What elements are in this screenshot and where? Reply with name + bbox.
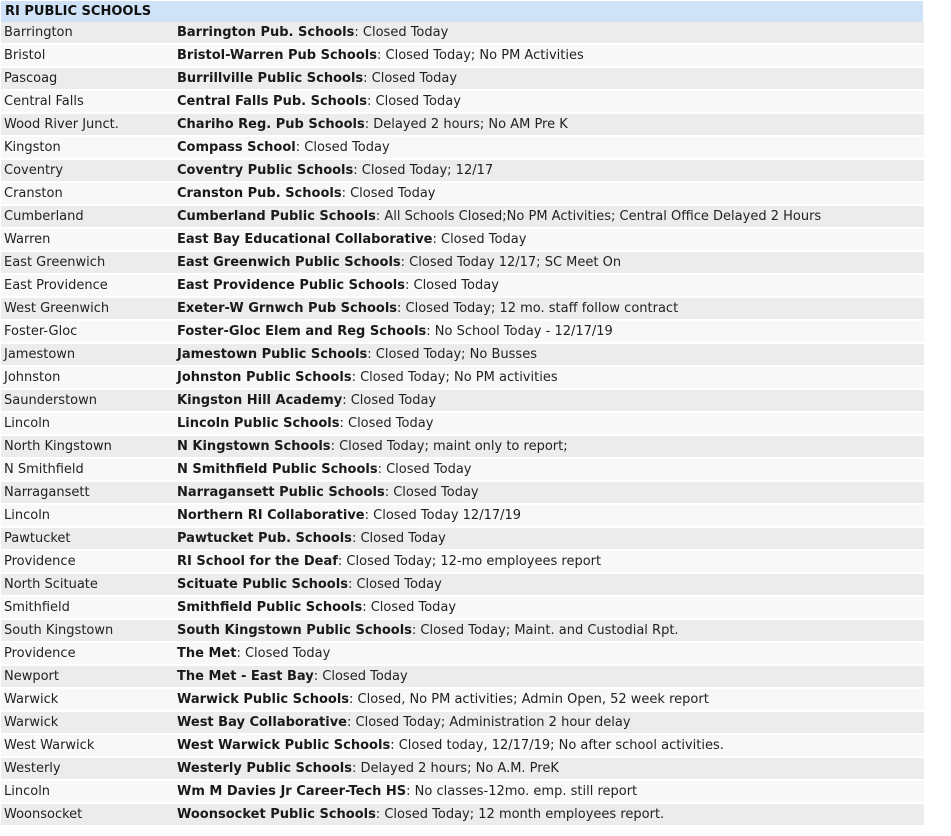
table-row xyxy=(1,275,924,296)
closing-status: : Closed Today; No PM activities xyxy=(351,370,558,385)
school-status-cell xyxy=(174,505,924,526)
city-cell: Narragansett xyxy=(4,485,90,500)
city-cell: Providence xyxy=(4,646,76,661)
closing-status: : Closed Today xyxy=(384,485,479,500)
school-name: Lincoln Public Schools xyxy=(177,416,340,431)
school-status-cell xyxy=(174,160,924,181)
city-cell: Pascoag xyxy=(4,71,58,86)
school-name: Barrington Pub. Schools xyxy=(177,25,355,40)
closing-status: : Closed Today xyxy=(347,577,442,592)
school-name: Jamestown Public Schools xyxy=(177,347,368,362)
closing-status: : All Schools Closed;No PM Activities; Central Office Delayed 2 Hours xyxy=(375,209,822,224)
school-status-cell xyxy=(174,781,924,802)
table-row xyxy=(1,114,924,135)
city-cell: North Scituate xyxy=(4,577,98,592)
closing-status: : Closed Today xyxy=(351,531,446,546)
school-name: Kingston Hill Academy xyxy=(177,393,343,408)
school-status-cell xyxy=(174,206,924,227)
closing-status: : Closed Today xyxy=(404,278,499,293)
school-name: Compass School xyxy=(177,140,296,155)
school-status-cell xyxy=(174,620,924,641)
school-status-cell xyxy=(174,91,924,112)
city-cell: Lincoln xyxy=(4,416,51,431)
table-row xyxy=(1,804,924,825)
closing-status: : Closed Today xyxy=(295,140,390,155)
city-cell: Warwick xyxy=(4,715,59,730)
table-row xyxy=(1,505,924,526)
school-status-cell xyxy=(174,666,924,687)
closing-status: : Closed Today xyxy=(236,646,331,661)
school-name: Smithfield Public Schools xyxy=(177,600,363,615)
city-cell: Westerly xyxy=(4,761,61,776)
city-cell: North Kingstown xyxy=(4,439,112,454)
school-name: Woonsocket Public Schools xyxy=(177,807,376,822)
city-cell: Central Falls xyxy=(4,94,84,109)
school-status-cell xyxy=(174,344,924,365)
closing-status: : Closed Today 12/17/19 xyxy=(364,508,522,523)
school-status-cell xyxy=(174,689,924,710)
school-status-cell xyxy=(174,643,924,664)
closing-status: : Closed Today xyxy=(367,94,461,109)
table-row xyxy=(1,137,924,158)
school-name: N Kingstown Schools xyxy=(177,439,331,454)
table-row xyxy=(1,666,924,687)
closing-status: : Closed Today; No PM Activities xyxy=(377,48,584,63)
school-status-cell xyxy=(174,528,924,549)
school-status-cell xyxy=(174,137,924,158)
school-status-cell xyxy=(174,275,924,296)
city-cell: Woonsocket xyxy=(4,807,83,822)
city-cell: Providence xyxy=(4,554,76,569)
table-row xyxy=(1,597,924,618)
table-row xyxy=(1,781,924,802)
school-name: South Kingstown Public Schools xyxy=(177,623,412,638)
table-row xyxy=(1,620,924,641)
city-cell: Warren xyxy=(4,232,51,247)
city-cell: Lincoln xyxy=(4,508,51,523)
table-row xyxy=(1,390,924,411)
school-name: East Providence Public Schools xyxy=(177,278,405,293)
city-cell: Jamestown xyxy=(4,347,76,362)
school-name: East Greenwich Public Schools xyxy=(177,255,401,270)
table-row xyxy=(1,735,924,756)
table-row xyxy=(1,436,924,457)
school-status-cell xyxy=(174,183,924,204)
city-cell: Foster-Gloc xyxy=(4,324,78,339)
city-cell: East Providence xyxy=(4,278,108,293)
school-name: Johnston Public Schools xyxy=(177,370,352,385)
city-cell: Saunderstown xyxy=(4,393,97,408)
school-status-cell xyxy=(174,114,924,135)
school-name: Chariho Reg. Pub Schools xyxy=(177,117,365,132)
school-status-cell xyxy=(174,413,924,434)
table-row xyxy=(1,689,924,710)
closing-status: : Closed Today; 12 month employees report. xyxy=(375,807,665,822)
table-row xyxy=(1,22,924,43)
school-name: Wm M Davies Jr Career-Tech HS xyxy=(177,784,407,799)
city-cell: N Smithfield xyxy=(4,462,84,477)
school-status-cell xyxy=(174,22,924,43)
table-row xyxy=(1,574,924,595)
closing-status: : Closed Today xyxy=(432,232,527,247)
school-name: Coventry Public Schools xyxy=(177,163,354,178)
table-row xyxy=(1,528,924,549)
city-cell: East Greenwich xyxy=(4,255,106,270)
school-status-cell xyxy=(174,482,924,503)
school-status-cell xyxy=(174,597,924,618)
closing-status: : Closed Today; Administration 2 hour delay xyxy=(347,715,631,730)
table-row xyxy=(1,459,924,480)
table-row xyxy=(1,413,924,434)
school-name: Bristol-Warren Pub Schools xyxy=(177,48,377,63)
city-cell: Newport xyxy=(4,669,60,684)
school-name: Pawtucket Pub. Schools xyxy=(177,531,352,546)
school-name: Warwick Public Schools xyxy=(177,692,350,707)
table-row xyxy=(1,91,924,112)
closing-status: : Closed Today xyxy=(339,416,434,431)
table-row xyxy=(1,482,924,503)
table-row xyxy=(1,183,924,204)
closing-status: : Closed Today xyxy=(363,71,458,86)
table-row xyxy=(1,160,924,181)
closing-status: : Closed Today 12/17; SC Meet On xyxy=(400,255,622,270)
school-name: Foster-Gloc Elem and Reg Schools xyxy=(177,324,427,339)
closing-status: : Delayed 2 hours; No A.M. PreK xyxy=(351,761,559,776)
city-cell: Kingston xyxy=(4,140,61,155)
closing-status: : Closed, No PM activities; Admin Open, 52 week report xyxy=(349,692,709,707)
closing-status: : Closed Today xyxy=(341,186,436,201)
closing-status: : Closed Today; No Busses xyxy=(367,347,537,362)
school-status-cell xyxy=(174,735,924,756)
school-name: West Bay Collaborative xyxy=(177,715,347,730)
school-name: RI School for the Deaf xyxy=(177,554,338,569)
closing-status: : Closed today, 12/17/19; No after school activities. xyxy=(390,738,724,753)
school-status-cell xyxy=(174,712,924,733)
city-cell: West Greenwich xyxy=(4,301,110,316)
table-row xyxy=(1,367,924,388)
table-header: RI PUBLIC SCHOOLS xyxy=(1,1,923,22)
city-cell: South Kingstown xyxy=(4,623,114,638)
school-status-cell xyxy=(174,804,924,825)
closing-status: : Closed Today xyxy=(377,462,472,477)
school-status-cell xyxy=(174,229,924,250)
table-row xyxy=(1,758,924,779)
school-status-cell xyxy=(174,68,924,89)
city-cell: Lincoln xyxy=(4,784,51,799)
school-status-cell xyxy=(174,758,924,779)
closing-status: : Closed Today; 12 mo. staff follow contract xyxy=(397,301,679,316)
table-row xyxy=(1,344,924,365)
school-status-cell xyxy=(174,459,924,480)
school-name: The Met - East Bay xyxy=(177,669,314,684)
school-status-cell xyxy=(174,367,924,388)
city-cell: Pawtucket xyxy=(4,531,71,546)
school-name: Burrillville Public Schools xyxy=(177,71,364,86)
closing-status: : Closed Today xyxy=(313,669,408,684)
school-name: The Met xyxy=(177,646,237,661)
city-cell: Cumberland xyxy=(4,209,84,224)
school-status-cell xyxy=(174,551,924,572)
school-name: Cranston Pub. Schools xyxy=(177,186,342,201)
city-cell: Smithfield xyxy=(4,600,70,615)
city-cell: Bristol xyxy=(4,48,46,63)
school-name: East Bay Educational Collaborative xyxy=(177,232,433,247)
table-row xyxy=(1,551,924,572)
table-body xyxy=(1,22,924,827)
table-row xyxy=(1,252,924,273)
school-status-cell xyxy=(174,574,924,595)
closing-status: : Closed Today xyxy=(362,600,457,615)
school-name: N Smithfield Public Schools xyxy=(177,462,378,477)
table-row xyxy=(1,68,924,89)
closing-status: : Closed Today; maint only to report; xyxy=(330,439,568,454)
school-name: Scituate Public Schools xyxy=(177,577,348,592)
school-name: Narragansett Public Schools xyxy=(177,485,385,500)
school-status-cell xyxy=(174,436,924,457)
closing-status: : No School Today - 12/17/19 xyxy=(426,324,613,339)
school-name: Westerly Public Schools xyxy=(177,761,352,776)
table-row xyxy=(1,45,924,66)
school-status-cell xyxy=(174,45,924,66)
table-row xyxy=(1,321,924,342)
city-cell: Wood River Junct. xyxy=(4,117,119,132)
closing-status: : Delayed 2 hours; No AM Pre K xyxy=(364,117,568,132)
school-status-cell xyxy=(174,252,924,273)
school-name: Central Falls Pub. Schools xyxy=(177,94,367,109)
school-name: Northern RI Collaborative xyxy=(177,508,365,523)
city-cell: Barrington xyxy=(4,25,73,40)
school-status-cell xyxy=(174,321,924,342)
closing-status: : Closed Today; 12/17 xyxy=(353,163,494,178)
school-name: Exeter-W Grnwch Pub Schools xyxy=(177,301,398,316)
table-row xyxy=(1,206,924,227)
school-status-cell xyxy=(174,390,924,411)
closing-status: : Closed Today xyxy=(354,25,449,40)
city-cell: West Warwick xyxy=(4,738,95,753)
school-name: West Warwick Public Schools xyxy=(177,738,391,753)
closing-status: : No classes-12mo. emp. still report xyxy=(406,784,638,799)
school-status-cell xyxy=(174,298,924,319)
city-cell: Coventry xyxy=(4,163,64,178)
city-cell: Cranston xyxy=(4,186,63,201)
table-row xyxy=(1,229,924,250)
closing-status: : Closed Today xyxy=(342,393,437,408)
table-row xyxy=(1,712,924,733)
closing-status: : Closed Today; Maint. and Custodial Rpt. xyxy=(411,623,679,638)
table-row xyxy=(1,643,924,664)
closing-status: : Closed Today; 12-mo employees report xyxy=(337,554,602,569)
city-cell: Johnston xyxy=(4,370,61,385)
city-cell: Warwick xyxy=(4,692,59,707)
table-row xyxy=(1,298,924,319)
school-name: Cumberland Public Schools xyxy=(177,209,376,224)
